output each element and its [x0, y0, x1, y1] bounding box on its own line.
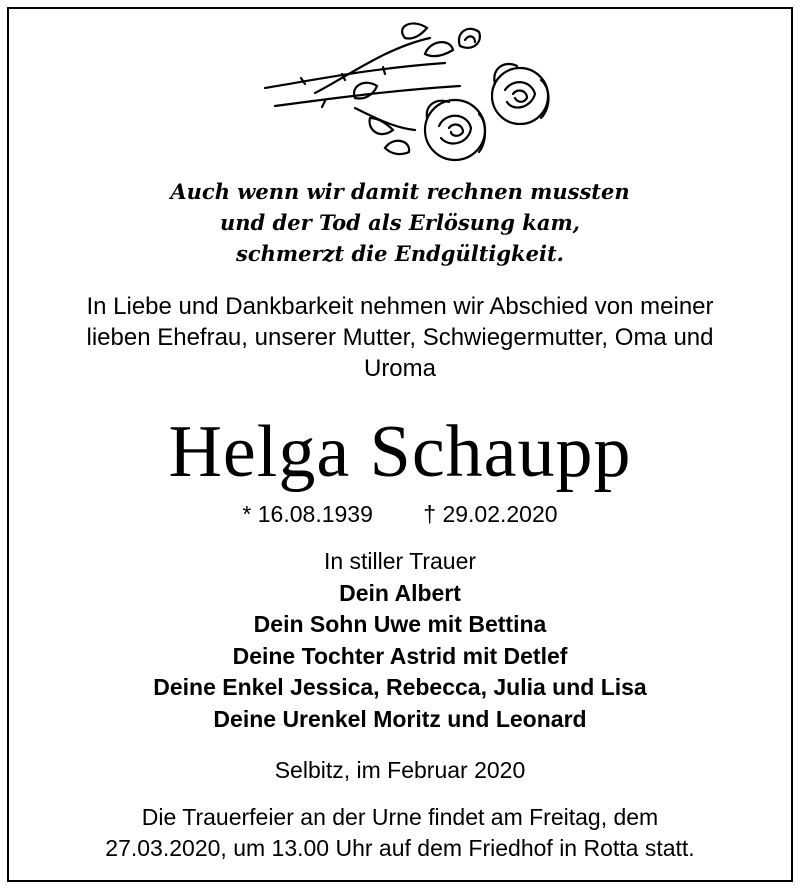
birth-date: * 16.08.1939	[242, 501, 373, 527]
death-date: † 29.02.2020	[423, 501, 558, 527]
roses-icon	[255, 18, 555, 166]
mourners-heading: In stiller Trauer	[323, 548, 477, 574]
place-date: Selbitz, im Februar 2020	[274, 757, 526, 783]
intro-line: lieben Ehefrau, unserer Mutter, Schwiegermutter, Oma und	[86, 324, 714, 351]
verse-line: Auch wenn wir damit rechnen mussten	[170, 179, 630, 204]
mourner-name: Deine Enkel Jessica, Rebecca, Julia und Lisa	[153, 674, 647, 700]
life-dates	[0, 500, 800, 528]
verse-line: schmerzt die Endgültigkeit.	[236, 241, 564, 266]
verse-line: und der Tod als Erlösung kam,	[220, 210, 580, 235]
intro-text	[0, 291, 800, 384]
verse	[0, 176, 800, 269]
intro-line: Uroma	[363, 355, 436, 382]
deceased-name: Helga Schaupp	[168, 411, 632, 493]
mourner-name: Dein Albert	[339, 579, 461, 606]
notice-line: 27.03.2020, um 13.00 Uhr auf dem Friedhof in Rotta statt.	[105, 835, 695, 861]
mourners	[0, 546, 800, 735]
notice-line: Die Trauerfeier an der Urne findet am Freitag, dem	[141, 804, 659, 830]
mourner-name: Deine Tochter Astrid mit Detlef	[232, 642, 568, 669]
funeral-notice	[0, 802, 800, 864]
intro-line: In Liebe und Dankbarkeit nehmen wir Abschied von meiner	[86, 293, 714, 320]
mourner-name: Dein Sohn Uwe mit Bettina	[253, 611, 547, 637]
mourner-name: Deine Urenkel Moritz und Leonard	[213, 705, 587, 732]
